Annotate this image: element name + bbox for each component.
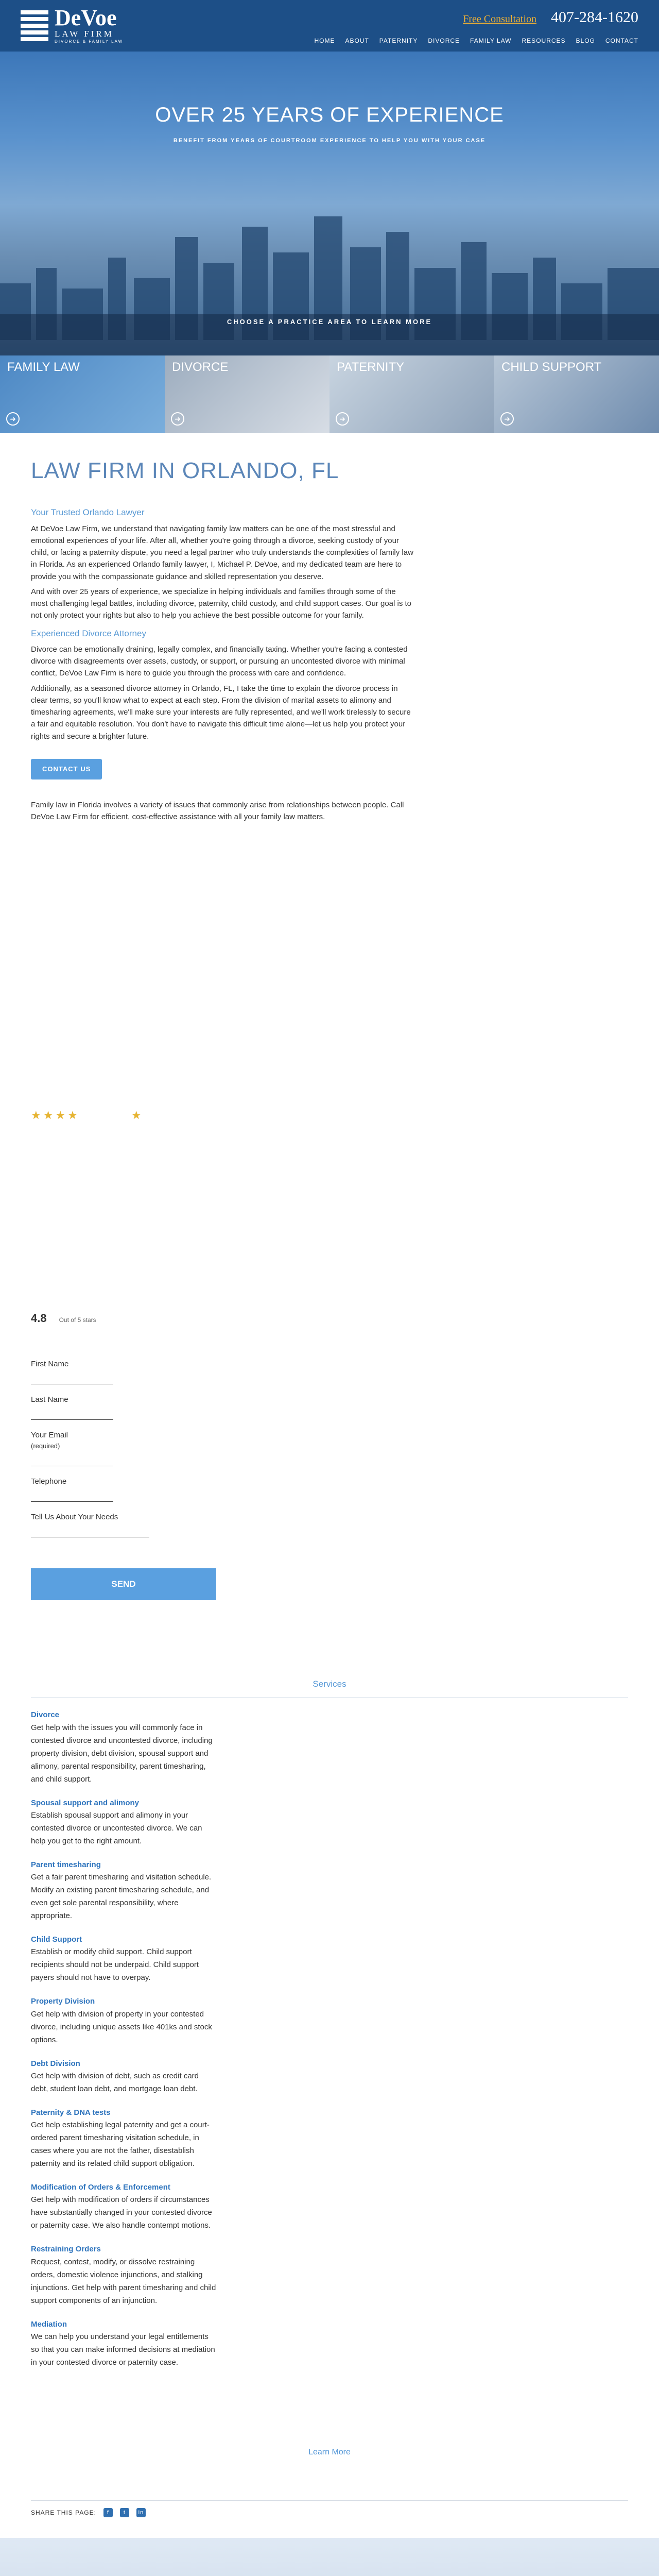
trusted-lawyer-heading: Your Trusted Orlando Lawyer bbox=[31, 507, 145, 518]
arrow-right-icon: ➜ bbox=[6, 412, 20, 426]
facebook-icon[interactable]: f bbox=[103, 2508, 113, 2517]
share-bar bbox=[31, 2500, 628, 2518]
logo-columns-icon bbox=[21, 10, 48, 41]
divorce-attorney-heading: Experienced Divorce Attorney bbox=[31, 628, 146, 638]
arrow-right-icon: ➜ bbox=[336, 412, 349, 426]
nav-divorce[interactable]: DIVORCE bbox=[428, 37, 460, 44]
divorce-paragraph-2: Additionally, as a seasoned divorce attorney in Orlando, FL, I take the time to explain the divorce process in clear terms, so you'll know what to expect at each step. From the division of marital assets to alimony and timesharing agreements, we'll make sure your interests are fully represented, and we'll work tirelessly to secure a fair and equitable resolution. You don't have to navigate this difficult time alone—let us help you protect your rights and secure a brighter future. bbox=[31, 684, 411, 741]
city-skyline-banner bbox=[0, 2538, 659, 2576]
service-text: Get help establishing legal paternity and get a court-ordered parent timesharing visitation schedule, in cases where you are not the father, disestablish paternity and its related child support obligation. bbox=[31, 2121, 210, 2168]
email-label: Your Email bbox=[31, 1431, 68, 1440]
hero-title: OVER 25 YEARS OF EXPERIENCE bbox=[155, 104, 504, 126]
review-stars bbox=[31, 1107, 628, 1124]
email-input[interactable] bbox=[31, 1452, 113, 1466]
nav-family-law[interactable]: FAMILY LAW bbox=[470, 37, 512, 44]
share-label: SHARE THIS PAGE: bbox=[31, 2509, 96, 2516]
nav-blog[interactable]: BLOG bbox=[576, 37, 595, 44]
review-score-label: Out of 5 stars bbox=[59, 1316, 96, 1324]
last-name-input[interactable] bbox=[31, 1405, 113, 1420]
practice-card-child-support[interactable] bbox=[494, 355, 659, 433]
nav-resources[interactable]: RESOURCES bbox=[522, 37, 566, 44]
free-consultation-link[interactable]: Free Consultation bbox=[463, 13, 537, 25]
contact-form bbox=[31, 1358, 216, 1600]
service-title[interactable]: Property Division bbox=[31, 1997, 95, 2006]
nav-paternity[interactable]: PATERNITY bbox=[379, 37, 418, 44]
telephone-label: Telephone bbox=[31, 1477, 67, 1486]
last-name-label: Last Name bbox=[31, 1395, 68, 1404]
practice-area-cards bbox=[0, 355, 659, 433]
family-law-paragraph: Family law in Florida involves a variety of issues that commonly arise from relationships between people. Call DeVoe Law Firm for efficient, cost-effective assistance with all your family law matters. bbox=[31, 801, 404, 822]
practice-card-paternity[interactable] bbox=[330, 355, 494, 433]
practice-card-divorce[interactable] bbox=[165, 355, 330, 433]
twitter-icon[interactable]: t bbox=[120, 2508, 129, 2517]
skyline-image bbox=[0, 2538, 659, 2576]
hero-banner bbox=[0, 52, 659, 423]
service-title[interactable]: Divorce bbox=[31, 1710, 60, 1720]
practice-card-label: CHILD SUPPORT bbox=[501, 360, 602, 374]
site-header bbox=[0, 0, 659, 52]
hero-tagline: BENEFIT FROM YEARS OF COURTROOM EXPERIENCE TO HELP YOU WITH YOUR CASE bbox=[173, 138, 486, 144]
practice-card-family-law[interactable] bbox=[0, 355, 165, 433]
service-text: Get help with the issues you will commonly face in contested divorce and uncontested divorce, including property division, debt division, spousal support and alimony, parental responsibility, parent timesharing, and child support. bbox=[31, 1723, 213, 1784]
logo-name: DeVoe bbox=[55, 5, 117, 30]
needs-label: Tell Us About Your Needs bbox=[31, 1512, 118, 1521]
intro-paragraph-1: At DeVoe Law Firm, we understand that navigating family law matters can be one of the most stressful and emotional experiences of your life. After all, whether you're going through a divorce, seeking custody of your child, or facing a paternity dispute, you need a legal partner who truly understands the complexities of family law in Florida. As an experienced Orlando family lawyer, I, Michael P. DeVoe, and my dedicated team are here to provide you with the compassionate guidance and skilled representation you deserve. bbox=[31, 524, 413, 581]
learn-more-link[interactable]: Learn More bbox=[308, 2447, 351, 2456]
header-phone[interactable]: 407-284-1620 bbox=[551, 9, 638, 26]
service-title[interactable]: Child Support bbox=[31, 1935, 82, 1944]
service-text: Establish spousal support and alimony in your contested divorce or uncontested divorce. We can help you get to the right amount. bbox=[31, 1810, 202, 1845]
service-title[interactable]: Spousal support and alimony bbox=[31, 1798, 140, 1807]
star-rating-icon: ★ bbox=[131, 1108, 144, 1122]
needs-textarea[interactable] bbox=[31, 1523, 149, 1537]
practice-area-heading: CHOOSE A PRACTICE AREA TO LEARN MORE bbox=[227, 318, 432, 326]
logo-subtitle: LAW FIRM bbox=[55, 28, 114, 39]
service-title[interactable]: Debt Division bbox=[31, 2059, 80, 2068]
service-title[interactable]: Modification of Orders & Enforcement bbox=[31, 2183, 170, 2192]
services-list bbox=[31, 1709, 216, 2369]
logo[interactable] bbox=[21, 7, 123, 45]
page-title: LAW FIRM IN ORLANDO, FL bbox=[31, 458, 339, 483]
divider bbox=[31, 1697, 628, 1698]
contact-us-button[interactable]: CONTACT US bbox=[31, 759, 102, 779]
service-text: Request, contest, modify, or dissolve restraining orders, domestic violence injunctions, and stalking injunctions. Get help with parent timesharing and child support components of an injunction. bbox=[31, 2257, 216, 2305]
nav-about[interactable]: ABOUT bbox=[345, 37, 369, 44]
practice-card-label: DIVORCE bbox=[172, 360, 229, 374]
service-text: Get help with division of property in your contested divorce, including unique assets like 401ks and stock options. bbox=[31, 2009, 212, 2044]
service-text: Get help with modification of orders if circumstances have substantially changed in your contested divorce or paternity case. We also handle contempt motions. bbox=[31, 2195, 212, 2230]
telephone-input[interactable] bbox=[31, 1487, 113, 1502]
service-text: Establish or modify child support. Child support recipients should not be underpaid. Child support payers should not have to overpay. bbox=[31, 1947, 199, 1982]
service-title[interactable]: Restraining Orders bbox=[31, 2245, 101, 2254]
first-name-input[interactable] bbox=[31, 1370, 113, 1384]
arrow-right-icon: ➜ bbox=[171, 412, 184, 426]
arrow-right-icon: ➜ bbox=[500, 412, 514, 426]
review-score: 4.8 bbox=[31, 1311, 47, 1325]
logo-tagline: DIVORCE & FAMILY LAW bbox=[55, 39, 124, 44]
practice-card-label: FAMILY LAW bbox=[7, 360, 80, 374]
nav-home[interactable]: HOME bbox=[314, 37, 335, 44]
main-content bbox=[0, 392, 659, 2517]
review-summary bbox=[31, 1310, 628, 1327]
service-title[interactable]: Parent timesharing bbox=[31, 1860, 101, 1869]
service-text: Get a fair parent timesharing and visitation schedule. Modify an existing parent timesharing schedule, and even get sole parental responsibility, where appropriate. bbox=[31, 1873, 212, 1921]
send-button[interactable]: SEND bbox=[31, 1568, 216, 1600]
practice-card-label: PATERNITY bbox=[337, 360, 405, 374]
divorce-paragraph-1: Divorce can be emotionally draining, legally complex, and financially taxing. Whether you're facing a contested divorce with disagreements over assets, custody, or support, or pursuing an uncontested divorce with minimal conflict, DeVoe Law Firm is here to guide you through the process with care and confidence. bbox=[31, 645, 408, 678]
nav-contact[interactable]: CONTACT bbox=[605, 37, 638, 44]
services-heading: Services bbox=[313, 1679, 346, 1689]
linkedin-icon[interactable]: in bbox=[136, 2508, 146, 2517]
email-required-note: (required) bbox=[31, 1442, 60, 1450]
service-text: We can help you understand your legal entitlements so that you can make informed decisions at mediation in your contested divorce or paternity case. bbox=[31, 2332, 215, 2367]
intro-paragraph-2: And with over 25 years of experience, we specialize in helping individuals and families through some of the most challenging legal battles, including divorce, paternity, child custody, and child support cases. Our goal is to not only protect your rights but also to help you achieve the best possible outcome for your family. bbox=[31, 587, 412, 620]
service-text: Get help with division of debt, such as credit card debt, student loan debt, and mortgage loan debt. bbox=[31, 2071, 199, 2093]
main-nav bbox=[314, 36, 638, 46]
star-rating-icon: ★★★★ bbox=[31, 1108, 80, 1122]
service-title[interactable]: Mediation bbox=[31, 2319, 67, 2329]
service-title[interactable]: Paternity & DNA tests bbox=[31, 2108, 111, 2117]
first-name-label: First Name bbox=[31, 1359, 69, 1368]
